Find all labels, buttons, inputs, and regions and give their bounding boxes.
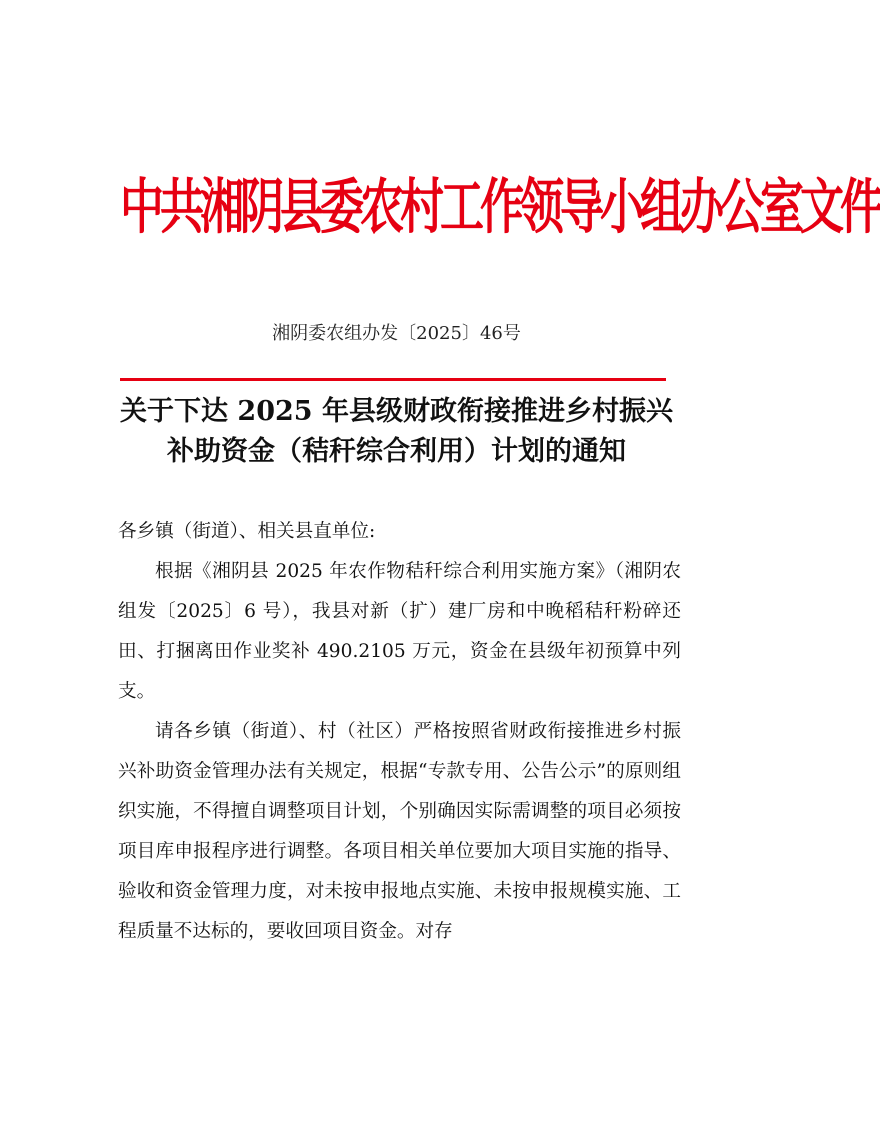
document-title xyxy=(110,392,683,472)
title-line-1: 关于下达 2025 年县级财政衔接推进乡村振兴 xyxy=(120,396,673,427)
title-line-2: 补助资金（秸秆综合利用）计划的通知 xyxy=(167,436,626,467)
salutation: 各乡镇（街道）、相关县直单位: xyxy=(118,521,376,542)
body-paragraph-1: 根据《湘阴县 2025 年农作物秸秆综合利用实施方案》（湘阴农组发〔2025〕6 号），我县对新（扩）建厂房和中晚稻秸秆粉碎还田、打捆离田作业奖补 490.2105 万元，资金在县级年初预算中列支。 xyxy=(118,561,681,702)
red-divider-line xyxy=(120,378,666,381)
document-body xyxy=(118,512,681,952)
body-paragraph-2: 请各乡镇（街道）、村（社区）严格按照省财政衔接推进乡村振兴补助资金管理办法有关规定，根据“专款专用、公告公示”的原则组织实施，不得擅自调整项目计划，个别确因实际需调整的项目必须按项目库申报程序进行调整。各项目相关单位要加大项目实施的指导、验收和资金管理力度，对未按申报地点实施、未按申报规模实施、工程质量不达标的，要收回项目资金。对存 xyxy=(118,721,681,942)
document-number: 湘阴委农组办发〔2025〕46号 xyxy=(272,323,521,344)
red-header-masthead: 中共湘阴县委农村工作领导小组办公室文件 xyxy=(120,173,880,243)
